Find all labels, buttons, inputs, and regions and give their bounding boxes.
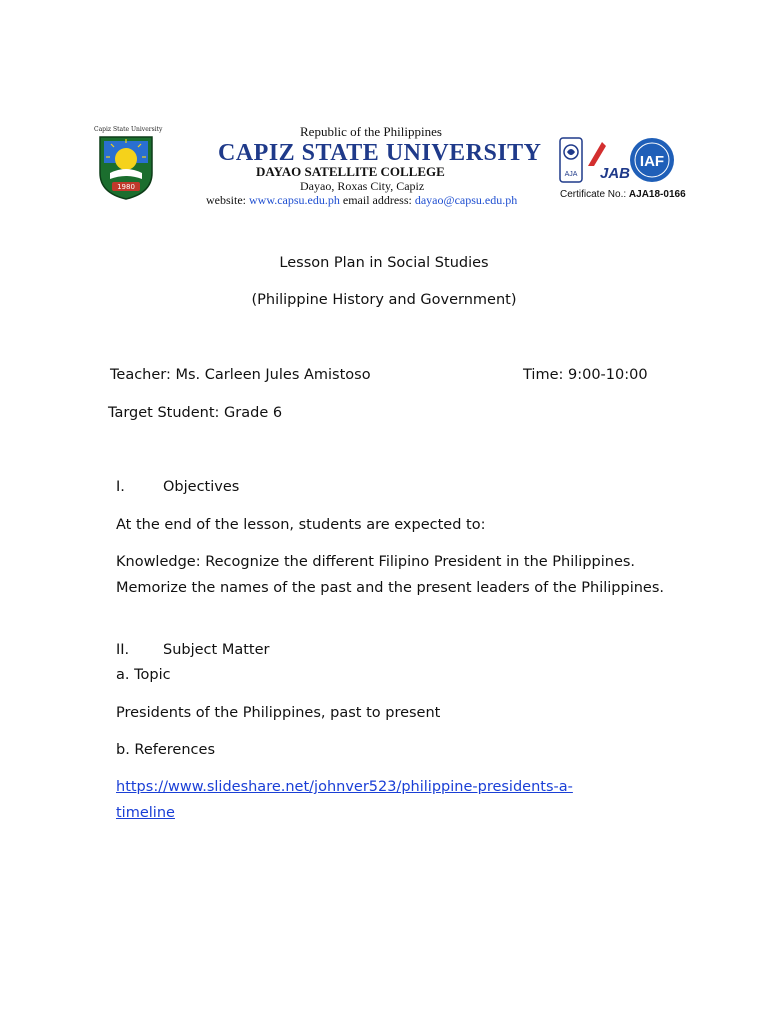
contact-line — [206, 193, 517, 208]
university-name: CAPIZ STATE UNIVERSITY — [218, 140, 542, 166]
knowledge-paragraph: Knowledge: Recognize the different Filipino President in the Philippines. Memorize the names of the past and the present leaders of the Philippines. — [116, 554, 665, 596]
college-address: Dayao, Roxas City, Capiz — [300, 179, 425, 193]
certificate-value: AJA18-0166 — [628, 189, 686, 200]
topic-label: a. Topic — [116, 667, 171, 683]
email-link[interactable]: dayao@capsu.edu.ph — [414, 193, 518, 207]
jab-badge-icon — [588, 142, 630, 182]
logo-caption: Capiz State University — [94, 126, 163, 133]
references-label: b. References — [116, 742, 215, 758]
certificate-label: Certificate No.: — [560, 189, 629, 200]
subject-matter-heading: Subject Matter — [163, 642, 270, 658]
lesson-title: Lesson Plan in Social Studies — [279, 255, 489, 271]
iaf-badge-icon — [630, 138, 674, 182]
certificate-number — [560, 189, 686, 200]
aja-text: AJA — [564, 171, 578, 178]
website-label: website: — [206, 193, 249, 207]
target-student-line: Target Student: Grade 6 — [108, 405, 283, 421]
lesson-subtitle: (Philippine History and Government) — [251, 292, 517, 308]
reference-link-continued[interactable]: timeline — [116, 805, 175, 821]
college-name: DAYAO SATELLITE COLLEGE — [256, 164, 445, 179]
email-label: email address: — [339, 193, 415, 207]
objectives-intro: At the end of the lesson, students are expected to: — [116, 517, 486, 533]
republic-line: Republic of the Philippines — [300, 124, 442, 139]
jab-text: JAB — [600, 165, 631, 182]
objectives-heading: Objectives — [163, 479, 240, 495]
objectives-number: I. — [116, 479, 125, 495]
aja-badge-icon — [560, 138, 582, 182]
website-link[interactable]: www.capsu.edu.ph — [249, 193, 340, 207]
university-logo — [94, 126, 163, 202]
reference-link[interactable]: https://www.slideshare.net/johnver523/philippine-presidents-a- — [116, 779, 573, 795]
logo-year: 1980 — [117, 183, 135, 191]
time-line: Time: 9:00-10:00 — [523, 367, 648, 383]
subject-matter-number: II. — [116, 642, 130, 658]
topic-text: Presidents of the Philippines, past to present — [116, 705, 441, 721]
shield-icon — [96, 135, 156, 201]
iaf-text: IAF — [639, 153, 665, 170]
teacher-line: Teacher: Ms. Carleen Jules Amistoso — [110, 367, 371, 383]
